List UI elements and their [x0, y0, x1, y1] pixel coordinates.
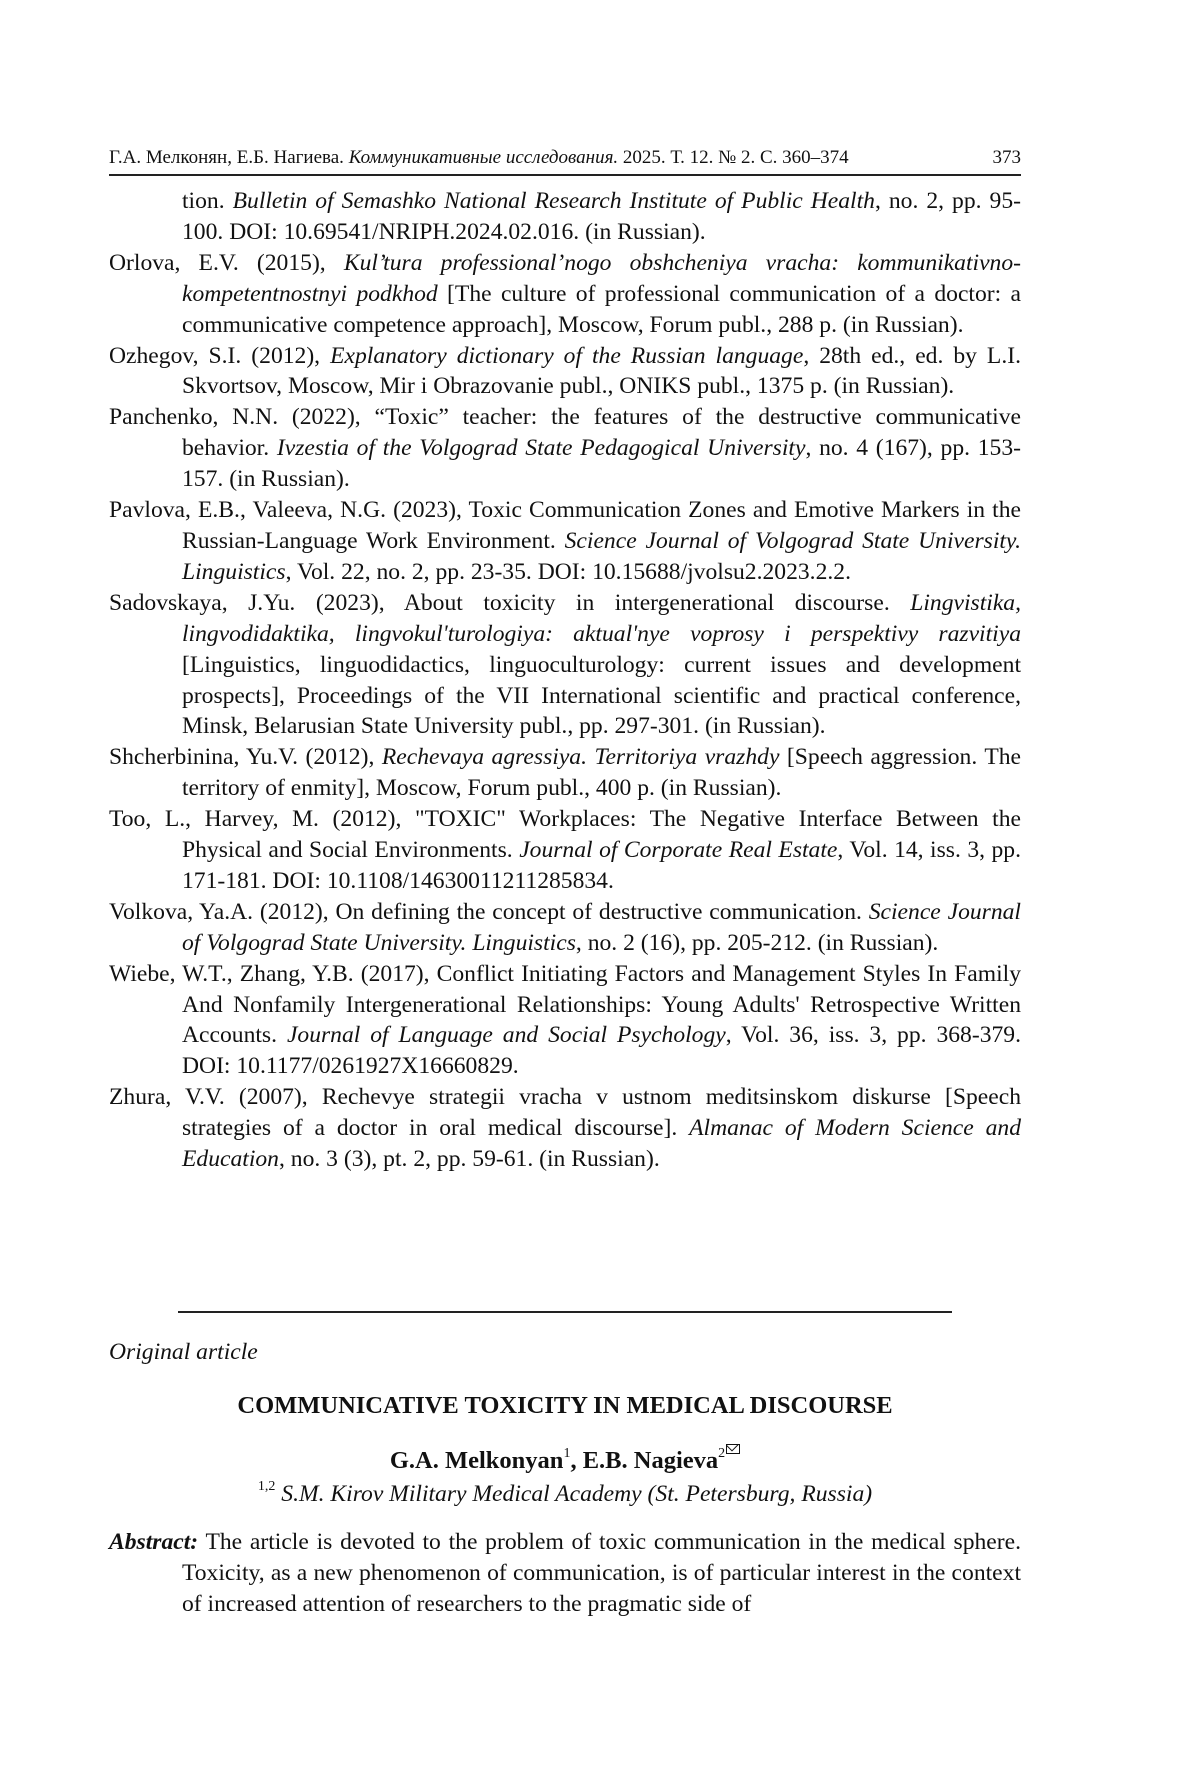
reference-source: Rechevaya agressiya. Territoriya vrazhdy: [381, 744, 780, 771]
reference-text: Orlova, E.V. (2015),: [109, 249, 344, 276]
reference-details: , Vol. 22, no. 2, pp. 23-35. DOI: 10.15688/jvolsu2.2023.2.2.: [285, 558, 851, 585]
reference-source: Journal of Language and Social Psychology: [286, 1022, 726, 1049]
reference-text: tion.: [182, 188, 233, 214]
reference-source: Science Journal of Volgograd State University. Linguistics: [182, 527, 1021, 585]
affiliation-mark: 1,2: [257, 1479, 276, 1494]
header-journal: Коммуникативные исследования.: [348, 147, 619, 168]
author-affiliation-mark: 1: [563, 1446, 571, 1461]
running-header: [109, 146, 1021, 170]
reference-source: Lingvistika, lingvodidaktika, lingvokul'turologiya: aktual'nye voprosy i perspektivy razvitiya: [182, 589, 1021, 647]
reference-item: [109, 248, 1021, 341]
reference-text: Sadovskaya, J.Yu. (2023), About toxicity in intergenerational discourse.: [109, 589, 911, 616]
header-rule: [109, 174, 1021, 176]
header-issue: 2025. Т. 12. № 2. С. 360–374: [622, 147, 849, 168]
reference-text: Ozhegov, S.I. (2012),: [109, 342, 331, 369]
reference-details: , Vol. 36, iss. 3, pp. 368-379. DOI: 10.1177/0261927X16660829.: [182, 1022, 1021, 1080]
reference-text: Wiebe, W.T., Zhang, Y.B. (2017), Conflict Initiating Factors and Management Styles In Family And Nonfamily Intergenerational Relationships: Young Adults' Retrospective Written Accounts.: [109, 960, 1021, 1049]
reference-details: , no. 2 (16), pp. 205-212. (in Russian).: [575, 929, 939, 956]
reference-item: [109, 742, 1021, 804]
reference-item: [109, 495, 1021, 588]
reference-details: , Vol. 14, iss. 3, pp. 171-181. DOI: 10.1108/14630011211285834.: [182, 837, 1022, 894]
reference-text: Panchenko, N.N. (2022), “Toxic” teacher: the features of the destructive communicative behavior.: [109, 404, 1021, 462]
reference-details: , no. 4 (167), pp. 153-157. (in Russian).: [182, 435, 1021, 493]
reference-details: , 28th ed., ed. by L.I. Skvortsov, Moscow, Mir i Obrazovanie publ., ONIKS publ., 1375 p. (in Russian).: [182, 342, 1021, 400]
reference-item: [109, 588, 1021, 743]
reference-source: Science Journal of Volgograd State University. Linguistics: [182, 898, 1021, 956]
reference-item: [109, 186, 1021, 248]
reference-text: Pavlova, E.B., Valeeva, N.G. (2023), Toxic Communication Zones and Emotive Markers in the Russian-Language Work Environment.: [109, 497, 1021, 554]
affiliation-text: S.M. Kirov Military Medical Academy (St. Petersburg, Russia): [275, 1480, 873, 1507]
envelope-icon: [726, 1444, 740, 1454]
reference-source: Almanac of Modern Science and Education: [182, 1115, 1021, 1173]
reference-details: , no. 2, pp. 95-100. DOI: 10.69541/NRIPH.2024.02.016. (in Russian).: [182, 188, 1021, 245]
author-affiliation-mark: 2: [718, 1446, 726, 1461]
abstract-text: The article is devoted to the problem of toxic communication in the medical sphere. Toxicity, as a new phenomenon of communication, is of particular interest in the context of increased attention of researchers to the pragmatic side of: [182, 1529, 1021, 1617]
reference-list: [109, 186, 1021, 1175]
reference-item: [109, 402, 1021, 495]
reference-item: [109, 341, 1021, 403]
reference-text: Zhura, V.V. (2007), Rechevye strategii vracha v ustnom meditsinskom diskurse [Speech strategies of a doctor in oral medical discourse].: [109, 1084, 1021, 1142]
reference-source: Bulletin of Semashko National Research Institute of Public Health: [232, 188, 875, 214]
author-affiliation: [109, 1474, 1021, 1509]
author-name: E.B. Nagieva: [582, 1447, 719, 1475]
reference-source: Explanatory dictionary of the Russian language: [330, 342, 804, 369]
article-type: Original article: [109, 1339, 258, 1365]
abstract-label: Abstract:: [109, 1529, 199, 1555]
reference-source: Ivzestia of the Volgograd State Pedagogical University: [276, 435, 806, 462]
reference-details: , no. 3 (3), pt. 2, pp. 59-61. (in Russian).: [278, 1146, 660, 1173]
author-name: G.A. Melkonyan: [389, 1447, 564, 1475]
page-number: 373: [992, 147, 1021, 168]
reference-details: [The culture of professional communication of a doctor: a communicative competence approach], Moscow, Forum publ., 288 p. (in Russian).: [182, 280, 1021, 338]
reference-source: Journal of Corporate Real Estate: [519, 837, 838, 864]
header-authors: Г.А. Мелконян, Е.Б. Нагиева.: [109, 147, 344, 168]
reference-item: [109, 897, 1021, 959]
reference-item: [109, 804, 1021, 897]
abstract: [109, 1527, 1021, 1620]
reference-item: [109, 1082, 1021, 1175]
reference-details: [Speech aggression. The territory of enmity], Moscow, Forum publ., 400 p. (in Russian).: [182, 744, 1021, 802]
article-title: COMMUNICATIVE TOXICITY IN MEDICAL DISCOURSE: [237, 1392, 893, 1419]
article-authors: [109, 1441, 1021, 1476]
reference-item: [109, 959, 1021, 1083]
reference-source: Kul’tura professional’nogo obshcheniya vracha: kommunikativno-kompetentnostnyi podkhod: [182, 249, 1021, 307]
author-separator: ,: [570, 1447, 583, 1475]
reference-details: [Linguistics, linguodidactics, linguoculturology: current issues and development prospects], Proceedings of the VII International scientific and practical conference, Minsk, Belarusian State University publ., pp. 297-301. (in Russian).: [182, 651, 1021, 740]
reference-text: Volkova, Ya.A. (2012), On defining the concept of destructive communication.: [109, 898, 869, 925]
section-divider: [178, 1311, 952, 1313]
reference-text: Shcherbinina, Yu.V. (2012),: [109, 744, 382, 771]
reference-text: Too, L., Harvey, M. (2012), "TOXIC" Workplaces: The Negative Interface Between the Physical and Social Environments.: [109, 806, 1021, 864]
